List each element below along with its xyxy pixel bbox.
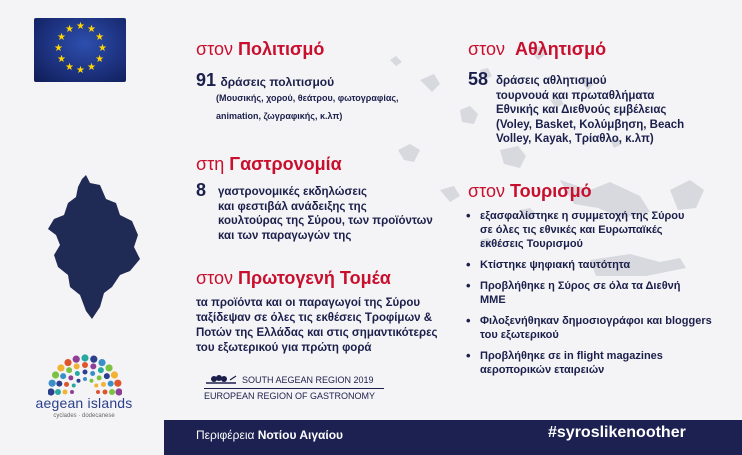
sports-title: Αθλητισμό (515, 39, 607, 59)
gastronomy-count: 8 (196, 180, 207, 200)
sports-prefix: στον (468, 39, 505, 59)
tourism-title: Τουρισμό (510, 181, 592, 201)
logo-dot (90, 356, 97, 363)
culture-description: δράσεις πολιτισμού (220, 75, 335, 89)
logo-dot (81, 354, 88, 361)
footer-region (196, 428, 343, 442)
gastro-badge-row (204, 374, 384, 386)
tourism-item-line: • Φιλοξενήθηκαν δημοσιογράφοι και bloggers (480, 315, 712, 327)
gastronomy-region-badge (204, 374, 384, 401)
logo-dot (105, 364, 112, 371)
logo-dot (70, 390, 74, 394)
logo-dot (98, 359, 105, 366)
eu-flag-icon (34, 18, 126, 82)
tourism-item-line: αεροπορικών εταιρειών (480, 364, 605, 376)
logo-subtitle: cyclades · dodecanese (53, 413, 115, 419)
tourism-heading (468, 181, 592, 202)
sports-heading (468, 39, 606, 60)
sports-section (468, 39, 606, 60)
eu-star-icon: ★ (95, 32, 105, 43)
logo-dot (72, 384, 76, 388)
aegean-islands-logo-icon (48, 342, 122, 396)
gastronomy-line: κουλτούρας της Σύρου, των προϊόντων (218, 215, 433, 227)
primary-sector-line: του εξωτερικού για πρώτη φορά (196, 342, 372, 354)
culture-heading (196, 39, 324, 60)
logo-dot (49, 380, 56, 387)
logo-dot (114, 380, 121, 387)
logo-dot (90, 371, 95, 376)
logo-dot (98, 367, 104, 373)
primary-sector-line: τα προϊόντα και οι παραγωγοί της Σύρου (196, 297, 421, 309)
footer-hashtag: #syroslikenoother (548, 424, 686, 441)
logo-dot (60, 373, 66, 379)
footer-region-name: Νοτίου Αιγαίου (257, 428, 344, 442)
logo-dot (111, 371, 118, 378)
sports-line: δράσεις αθλητισμού (496, 75, 607, 87)
sports-count: 58 (468, 69, 489, 89)
sports-line: Εθνικής και Διεθνούς εμβέλειας (496, 104, 667, 116)
sports-line: (Voley, Basket, Κολύμβηση, Beach (496, 118, 685, 131)
primary-sector-title: Πρωτογενή Τομέα (238, 268, 391, 288)
gastronomy-line: και φεστιβάλ ανάδειξης της (218, 200, 367, 213)
logo-dot (104, 373, 110, 379)
logo-dot (90, 363, 96, 369)
primary-sector-line: Ποτών της Ελλάδας και στις σημαντικότερες (196, 327, 438, 339)
eu-star-icon: ★ (56, 32, 66, 43)
gastro-badge-line1: SOUTH AEGEAN REGION 2019 (242, 375, 374, 385)
primary-sector-section (196, 268, 391, 289)
tourism-item-line: • εξασφαλίστηκε η συμμετοχή της Σύρου (480, 210, 685, 222)
logo-dot (52, 371, 59, 378)
culture-title: Πολιτισμό (238, 39, 325, 59)
culture-count: 91 (196, 70, 217, 90)
sports-line: τουρνουά και πρωταθλήματα (496, 89, 655, 102)
logo-dot (83, 377, 87, 381)
logo-dot (94, 384, 98, 388)
footer-region-prefix: Περιφέρεια (196, 428, 255, 442)
eu-star-icon: ★ (76, 65, 85, 76)
logo-dot (74, 363, 80, 369)
logo-dot (73, 356, 80, 363)
eu-star-icon: ★ (76, 21, 85, 32)
eu-star-icon: ★ (65, 23, 74, 35)
eu-star-icon: ★ (95, 54, 105, 65)
logo-dot (97, 375, 102, 380)
logo-dot (90, 379, 94, 383)
logo-dot (64, 382, 69, 387)
gastronomy-description (218, 185, 433, 243)
tourism-prefix: στον (468, 181, 505, 201)
culture-count-row (196, 70, 334, 91)
tourism-item-line: • Προβλήθηκε η Σύρος σε όλα τα Διεθνή (480, 280, 681, 292)
logo-dot (66, 367, 72, 373)
sports-description (496, 74, 684, 147)
list-item (466, 279, 736, 307)
gastro-badge-line2: EUROPEAN REGION OF GASTRONOMY (204, 388, 384, 401)
gastronomy-prefix: στη (196, 154, 225, 174)
logo-dot (57, 364, 64, 371)
logo-name: aegean islands (35, 395, 133, 411)
tourism-item-line: του εξωτερικού (480, 329, 559, 341)
tourism-section (468, 181, 592, 202)
gastronomy-line: και των παραγωγών της (218, 229, 352, 242)
gastronomy-line: γαστρονομικές εκδηλώσεις (218, 186, 367, 198)
logo-dot (96, 390, 100, 394)
eu-star-icon: ★ (98, 43, 107, 54)
culture-details (216, 91, 399, 123)
list-item (466, 314, 736, 342)
eu-star-icon: ★ (56, 54, 66, 65)
eu-star-icon: ★ (87, 62, 96, 74)
culture-prefix: στον (196, 39, 233, 59)
list-item (466, 258, 736, 272)
culture-details-line: (Μουσικής, χορού, θεάτρου, φωτογραφίας, (216, 93, 399, 103)
gastronomy-heading (196, 154, 342, 175)
logo-dot (77, 379, 81, 383)
tourism-item-line: σε όλες τις εθνικές και Ευρωπαϊκές (480, 224, 663, 236)
primary-sector-description (196, 296, 438, 356)
logo-dot (75, 371, 80, 376)
logo-dot (82, 362, 88, 368)
list-item (466, 349, 736, 377)
tourism-item-line: • Προβλήθηκε σε in flight magazines (480, 350, 663, 362)
primary-sector-heading (196, 268, 391, 289)
tourism-item-line: • Κτίστηκε ψηφιακή ταυτότητα (480, 259, 631, 271)
tourism-list (466, 209, 736, 384)
gastronomy-title: Γαστρονομία (229, 154, 342, 174)
logo-dot (103, 390, 108, 395)
logo-dot (56, 381, 62, 387)
tourism-item-line: ΜΜΕ (480, 294, 506, 306)
sports-line: Volley, Kayak, Τρίαθλο, κ.λπ) (496, 133, 654, 145)
logo-dot (64, 359, 71, 366)
logo-dot (101, 382, 106, 387)
logo-dot (63, 390, 68, 395)
logo-dot (83, 370, 88, 375)
eu-star-icon: ★ (87, 23, 96, 35)
eu-star-icon: ★ (65, 62, 74, 74)
primary-sector-line: ταξίδεψαν σε όλες τις εκθέσεις Τροφίμων & (196, 312, 433, 324)
culture-section (196, 39, 324, 60)
eu-star-icon: ★ (54, 43, 63, 54)
logo-dot (108, 381, 114, 387)
gastronomy-section (196, 154, 342, 175)
chef-hat-icon (204, 374, 238, 386)
primary-sector-prefix: στον (196, 268, 233, 288)
syros-map-icon (46, 175, 146, 325)
tourism-item-line: εκθέσεις Τουρισμού (480, 238, 583, 250)
logo-dot (68, 375, 73, 380)
culture-details-line: animation, ζωγραφικής, κ.λπ) (216, 111, 343, 121)
list-item (466, 209, 736, 251)
